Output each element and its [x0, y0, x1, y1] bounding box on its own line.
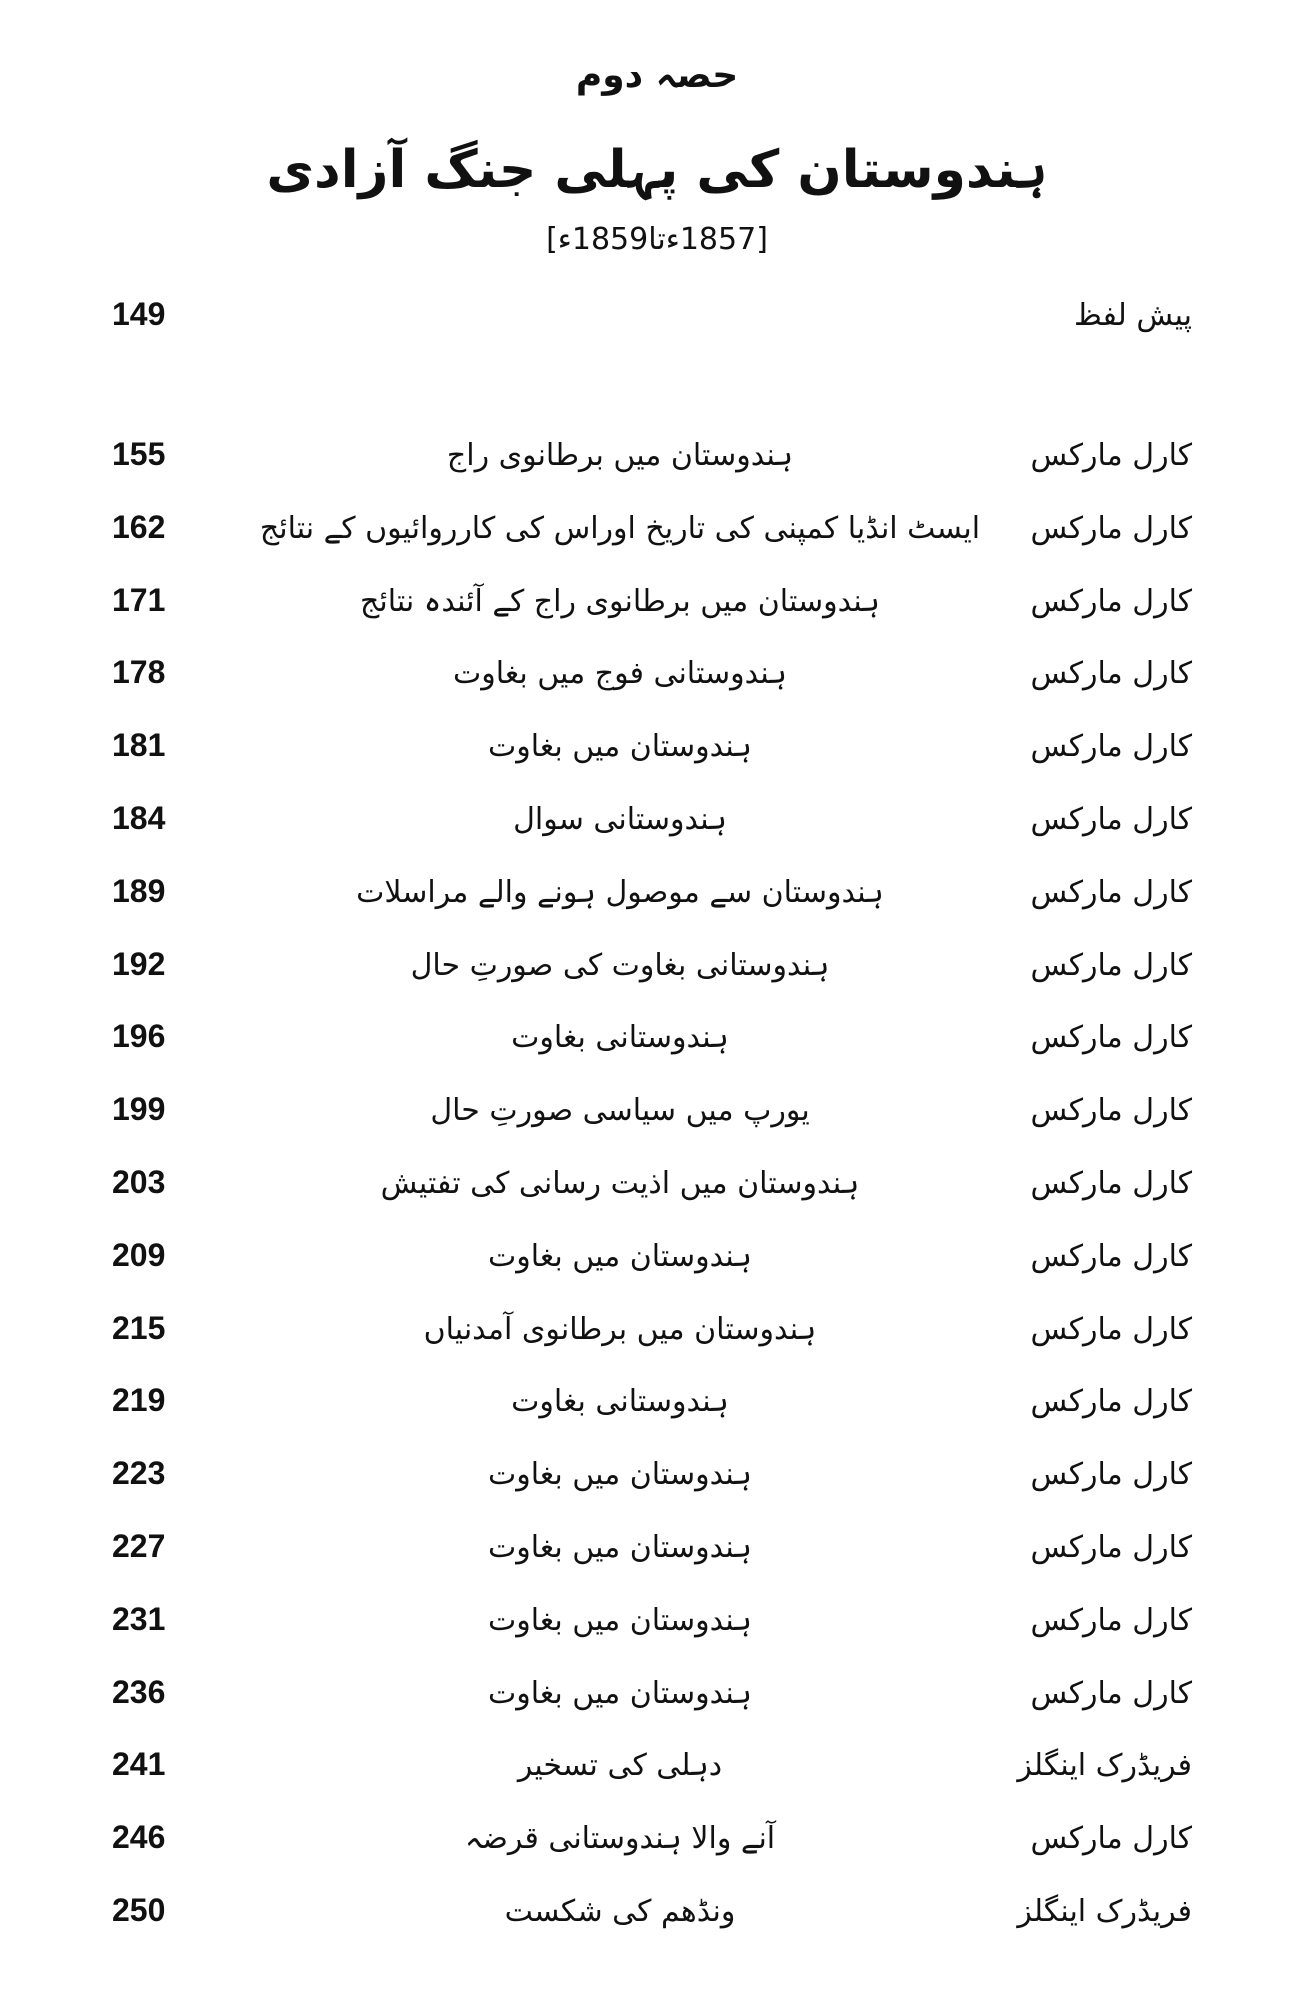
entry-page-number: 184 — [112, 799, 166, 836]
entry-title: ہندوستان سے موصول ہونے والے مراسلات — [356, 874, 884, 910]
preface-label: پیش لفظ — [1074, 298, 1192, 333]
entry-title: ہندوستان میں بغاوت — [488, 1602, 752, 1638]
entry-title: ہندوستان میں برطانوی آمدنیاں — [423, 1311, 817, 1347]
toc-entry[interactable] — [0, 1813, 1314, 1886]
preface-row[interactable] — [0, 290, 1314, 332]
entry-page-number: 209 — [112, 1236, 166, 1273]
entry-title: ہندوستانی فوج میں بغاوت — [452, 656, 787, 692]
toc-entry[interactable] — [0, 1158, 1314, 1231]
entry-author: کارل مارکس — [1030, 1020, 1192, 1056]
page-title: ہندوستان کی پہلی جنگ آزادی — [266, 140, 1048, 200]
toc-entry[interactable] — [0, 1668, 1314, 1741]
entry-page-number: 155 — [112, 436, 166, 472]
entry-author: کارل مارکس — [1030, 438, 1192, 473]
entry-author: کارل مارکس — [1030, 583, 1192, 619]
entry-author: کارل مارکس — [1030, 1675, 1192, 1711]
toc-entry[interactable] — [0, 794, 1314, 867]
entry-page-number: 219 — [112, 1382, 166, 1419]
toc-entry[interactable] — [0, 503, 1314, 576]
entry-page-number: 223 — [112, 1455, 166, 1492]
entry-title: آنے والا ہندوستانی قرضہ — [464, 1821, 776, 1857]
entry-page-number: 246 — [112, 1819, 166, 1856]
part-label: حصہ دوم — [575, 55, 739, 96]
toc-entry[interactable] — [0, 430, 1314, 503]
entry-title: ایسٹ انڈیا کمپنی کی تاریخ اوراس کی کارروائیوں کے نتائج — [259, 510, 981, 546]
entry-title: ونڈھم کی شکست — [504, 1893, 736, 1929]
entry-page-number: 178 — [112, 654, 166, 691]
entry-title: ہندوستانی بغاوت — [511, 1020, 729, 1056]
entry-page-number: 181 — [112, 727, 166, 764]
entry-page-number: 192 — [112, 945, 166, 982]
entry-title: ہندوستان میں بغاوت — [488, 1238, 752, 1274]
toc-entry[interactable] — [0, 1595, 1314, 1668]
entry-title: ہندوستان میں بغاوت — [488, 1529, 752, 1565]
toc-entry[interactable] — [0, 721, 1314, 794]
toc-entry[interactable] — [0, 1012, 1314, 1085]
entry-title: ہندوستانی سوال — [513, 801, 727, 837]
entry-author: فریڈرک اینگلز — [1017, 1748, 1192, 1784]
entry-page-number: 162 — [112, 508, 166, 545]
toc-entry[interactable] — [0, 648, 1314, 721]
entry-title: دہلی کی تسخیر — [517, 1748, 723, 1784]
entry-author: کارل مارکس — [1030, 729, 1192, 765]
entry-author: کارل مارکس — [1030, 510, 1192, 546]
toc-entry[interactable] — [0, 1376, 1314, 1449]
entry-author: کارل مارکس — [1030, 801, 1192, 837]
entry-author: کارل مارکس — [1030, 1311, 1192, 1347]
entry-author: کارل مارکس — [1030, 947, 1192, 983]
entry-author: کارل مارکس — [1030, 1602, 1192, 1638]
entry-title: ہندوستان میں برطانوی راج — [446, 438, 794, 473]
entry-page-number: 227 — [112, 1527, 166, 1564]
toc-entry[interactable] — [0, 1085, 1314, 1158]
date-range: [1857ءتا1859ء] — [546, 222, 768, 257]
entry-page-number: 189 — [112, 872, 166, 909]
entry-page-number: 241 — [112, 1746, 166, 1783]
toc-entry[interactable] — [0, 940, 1314, 1013]
toc-entries — [0, 430, 1314, 1959]
toc-entry[interactable] — [0, 1522, 1314, 1595]
entry-title: ہندوستانی بغاوت — [511, 1384, 729, 1420]
entry-page-number: 203 — [112, 1163, 166, 1200]
entry-author: کارل مارکس — [1030, 1093, 1192, 1129]
entry-author: کارل مارکس — [1030, 1821, 1192, 1857]
entry-author: کارل مارکس — [1030, 874, 1192, 910]
entry-title: ہندوستان میں بغاوت — [488, 729, 752, 765]
toc-entry[interactable] — [0, 1449, 1314, 1522]
entry-author: کارل مارکس — [1030, 1165, 1192, 1201]
entry-page-number: 196 — [112, 1018, 166, 1055]
entry-title: ہندوستان میں اذیت رسانی کی تفتیش — [380, 1165, 860, 1201]
toc-entry[interactable] — [0, 1886, 1314, 1959]
entry-page-number: 215 — [112, 1309, 166, 1346]
entry-page-number: 236 — [112, 1673, 166, 1710]
entry-page-number: 199 — [112, 1091, 166, 1128]
entry-title: یورپ میں سیاسی صورتِ حال — [430, 1093, 810, 1129]
entry-author: کارل مارکس — [1030, 1238, 1192, 1274]
entry-title: ہندوستانی بغاوت کی صورتِ حال — [410, 947, 830, 983]
entry-author: کارل مارکس — [1030, 1384, 1192, 1420]
entry-page-number: 250 — [112, 1891, 166, 1928]
toc-entry[interactable] — [0, 1231, 1314, 1304]
toc-entry[interactable] — [0, 1304, 1314, 1377]
entry-title: ہندوستان میں بغاوت — [488, 1675, 752, 1711]
preface-page-number: 149 — [112, 296, 166, 332]
entry-author: کارل مارکس — [1030, 1457, 1192, 1493]
entry-author: فریڈرک اینگلز — [1017, 1893, 1192, 1929]
entry-author: کارل مارکس — [1030, 656, 1192, 692]
toc-entry[interactable] — [0, 867, 1314, 940]
entry-page-number: 171 — [112, 581, 166, 618]
entry-page-number: 231 — [112, 1600, 166, 1637]
entry-author: کارل مارکس — [1030, 1529, 1192, 1565]
toc-entry[interactable] — [0, 1740, 1314, 1813]
entry-title: ہندوستان میں بغاوت — [488, 1457, 752, 1493]
entry-title: ہندوستان میں برطانوی راج کے آئندہ نتائج — [359, 583, 881, 619]
toc-entry[interactable] — [0, 576, 1314, 649]
